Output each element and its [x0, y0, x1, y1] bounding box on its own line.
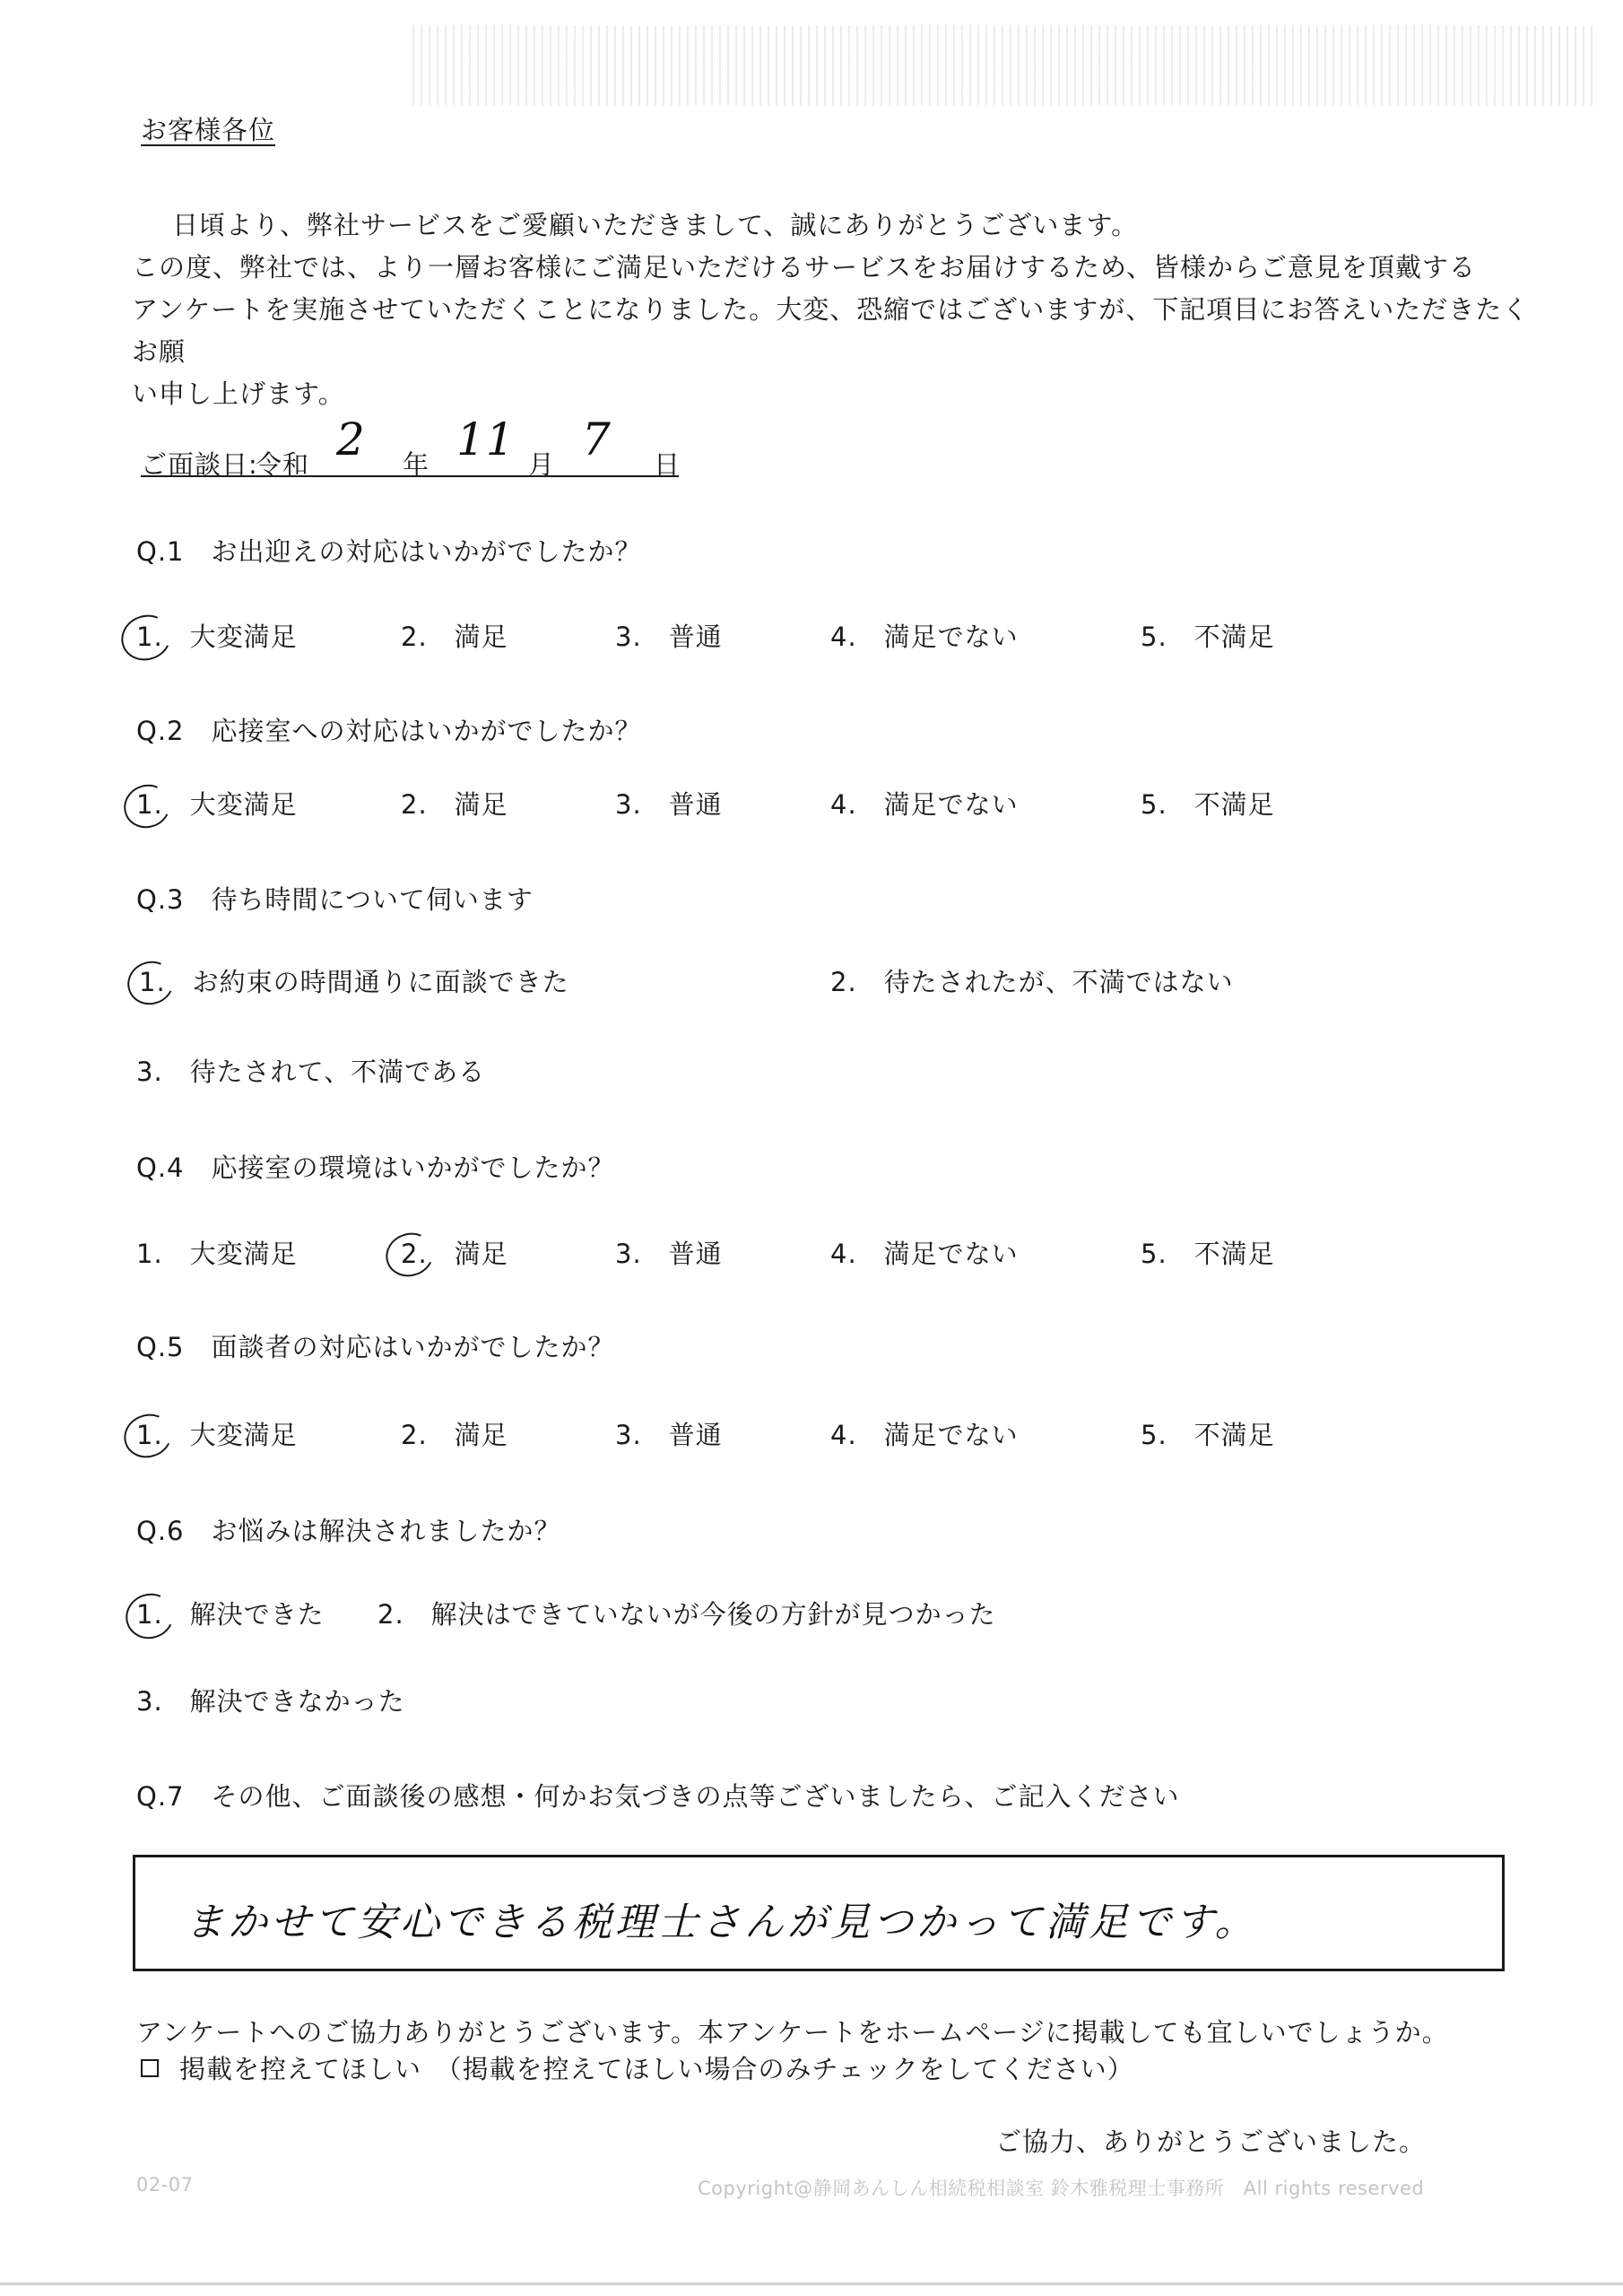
date-month-value: 11 — [456, 413, 516, 465]
date-era: 令和 — [256, 449, 310, 480]
decline-publication-checkbox[interactable] — [141, 2059, 159, 2077]
q5-option-3[interactable]: 3. 普通 — [615, 1420, 723, 1450]
q6-question: Q.6 お悩みは解決されましたか？ — [136, 1516, 561, 1546]
q7-answer-box[interactable] — [133, 1855, 1505, 1971]
q4-option-2[interactable]: 2. 満足 — [401, 1239, 508, 1269]
intro-paragraph — [132, 204, 1531, 415]
q4-option-5[interactable]: 5. 不満足 — [1141, 1239, 1275, 1269]
q5-option-2[interactable]: 2. 満足 — [401, 1420, 508, 1450]
q1-option-2[interactable]: 2. 満足 — [401, 622, 508, 652]
decline-publication-label: 掲載を控えてほしい （掲載を控えてほしい場合のみチェックをしてください） — [179, 2054, 1134, 2084]
form-code: 02-07 — [136, 2174, 194, 2196]
scan-artifact — [412, 25, 1596, 106]
thanks-message: ご協力、ありがとうございました。 — [995, 2126, 1427, 2157]
q7-handwritten-answer: まかせて安心できる税理士さんが見つかって満足です。 — [185, 1900, 1258, 1945]
consent-question: アンケートへのご協力ありがとうございます。本アンケートをホームページに掲載しても宜しいでしょうか。 — [136, 2017, 1449, 2048]
q4-question: Q.4 応接室の環境はいかがでしたか？ — [136, 1152, 615, 1183]
q3-question: Q.3 待ち時間について伺います — [136, 884, 534, 915]
q1-question: Q.1 お出迎えの対応はいかがでしたか？ — [136, 536, 642, 567]
q3-option-2[interactable]: 2. 待たされたが、不満ではない — [830, 967, 1234, 997]
q5-question: Q.5 面談者の対応はいかがでしたか？ — [136, 1332, 615, 1362]
q2-option-2[interactable]: 2. 満足 — [401, 789, 508, 820]
q2-option-4[interactable]: 4. 満足でない — [830, 789, 1019, 820]
q1-option-4[interactable]: 4. 満足でない — [830, 622, 1019, 652]
q2-option-5[interactable]: 5. 不満足 — [1141, 789, 1275, 820]
date-month-unit: 月 — [528, 449, 556, 480]
date-label: ご面談日: — [141, 449, 258, 480]
q2-option-1[interactable]: 1. 大変満足 — [136, 789, 298, 820]
scan-edge-line — [0, 2283, 1623, 2285]
q6-option-1[interactable]: 1. 解決できた — [136, 1599, 325, 1630]
q5-option-4[interactable]: 4. 満足でない — [830, 1420, 1019, 1450]
q4-option-4[interactable]: 4. 満足でない — [830, 1239, 1019, 1269]
q6-option-2[interactable]: 2. 解決はできていないが今後の方針が見つかった — [378, 1599, 996, 1630]
q2-question: Q.2 応接室への対応はいかがでしたか？ — [136, 716, 642, 746]
q7-question: Q.7 その他、ご面談後の感想・何かお気づきの点等ございましたら、ご記入ください — [136, 1781, 1180, 1812]
intro-line-1: 日頃より、弊社サービスをご愛顧いただきまして、誠にありがとうございます。 — [172, 210, 1139, 240]
intro-line-3: アンケートを実施させていただくことになりました。大変、恐縮ではございますが、下記項目にお答えいただきたくお願 — [132, 294, 1530, 367]
q4-option-3[interactable]: 3. 普通 — [615, 1239, 723, 1269]
intro-line-4: い申し上げます。 — [132, 378, 345, 409]
q3-option-1[interactable]: 1. お約束の時間通りに面談できた — [139, 967, 569, 997]
q5-option-5[interactable]: 5. 不満足 — [1141, 1420, 1275, 1450]
intro-line-2: この度、弊社では、より一層お客様にご満足いただけるサービスをお届けするため、皆様からご意見を頂戴する — [132, 252, 1476, 283]
date-day-unit: 日 — [654, 449, 681, 480]
q1-option-3[interactable]: 3. 普通 — [615, 622, 723, 652]
q3-option-3[interactable]: 3. 待たされて、不満である — [136, 1057, 486, 1087]
q2-option-3[interactable]: 3. 普通 — [615, 789, 723, 820]
q1-option-1[interactable]: 1. 大変満足 — [136, 622, 298, 652]
copyright: Copyright@静岡あんしん相続税相談室 鈴木雅税理士事務所 All rights reserved — [698, 2178, 1425, 2199]
date-day-value: 7 — [582, 413, 612, 465]
date-year-unit: 年 — [403, 449, 430, 480]
date-year-value: 2 — [336, 413, 366, 465]
q5-option-1[interactable]: 1. 大変満足 — [136, 1420, 298, 1450]
q4-option-1[interactable]: 1. 大変満足 — [136, 1239, 298, 1269]
interview-date — [141, 413, 681, 480]
q1-option-5[interactable]: 5. 不満足 — [1141, 622, 1275, 652]
q6-option-3[interactable]: 3. 解決できなかった — [136, 1686, 405, 1717]
salutation: お客様各位 — [141, 115, 276, 145]
